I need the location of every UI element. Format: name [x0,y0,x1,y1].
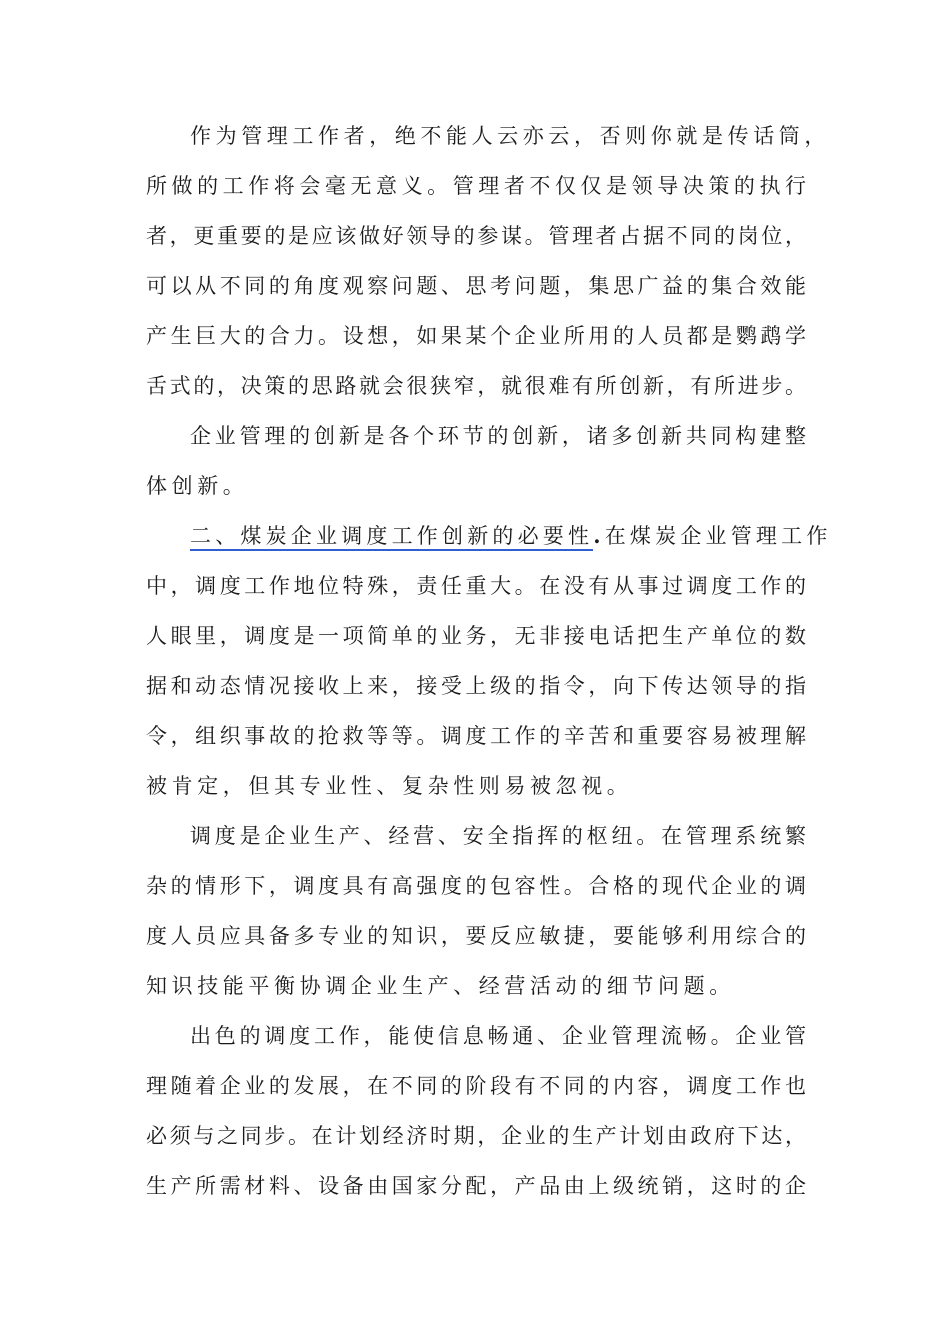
paragraph-line: 调度是企业生产、经营、安全指挥的枢纽。在管理系统繁 [190,824,806,848]
paragraph-line: 度人员应具备多专业的知识，要反应敏捷，要能够利用综合的 [146,924,806,948]
paragraph-line: 据和动态情况接收上来，接受上级的指令，向下传达领导的指 [146,674,806,698]
paragraph-line: 所做的工作将会毫无意义。管理者不仅仅是领导决策的执行 [146,174,806,198]
paragraph-line: 被肯定，但其专业性、复杂性则易被忽视。 [146,774,633,798]
paragraph-line: 作为管理工作者，绝不能人云亦云，否则你就是传话筒， [190,124,830,148]
paragraph-line: 出色的调度工作，能使信息畅通、企业管理流畅。企业管 [190,1024,806,1048]
section-heading-line [190,516,832,556]
heading-period: . [593,523,605,548]
paragraph-line: 中，调度工作地位特殊，责任重大。在没有从事过调度工作的 [146,574,806,598]
paragraph-line: 生产所需材料、设备由国家分配，产品由上级统销，这时的企 [146,1174,806,1198]
heading-continuation: 在煤炭企业管理工作 [604,524,832,548]
paragraph-line: 人眼里，调度是一项简单的业务，无非接电话把生产单位的数 [146,624,806,648]
paragraph-line: 者，更重要的是应该做好领导的参谋。管理者占据不同的岗位， [146,224,806,248]
section-heading-link[interactable]: 二、煤炭企业调度工作创新的必要性 [190,524,593,551]
paragraph-line: 杂的情形下，调度具有高强度的包容性。合格的现代企业的调 [146,874,806,898]
paragraph-line: 体创新。 [146,474,249,498]
paragraph-line: 企业管理的创新是各个环节的创新，诸多创新共同构建整 [190,424,806,448]
paragraph-line: 令，组织事故的抢救等等。调度工作的辛苦和重要容易被理解 [146,724,806,748]
paragraph-line: 可以从不同的角度观察问题、思考问题，集思广益的集合效能 [146,274,806,298]
paragraph-line: 理随着企业的发展，在不同的阶段有不同的内容，调度工作也 [146,1074,806,1098]
paragraph-line: 产生巨大的合力。设想，如果某个企业所用的人员都是鹦鹉学 [146,324,806,348]
paragraph-line: 舌式的，决策的思路就会很狭窄，就很难有所创新，有所进步。 [146,374,806,398]
paragraph-line: 知识技能平衡协调企业生产、经营活动的细节问题。 [146,974,735,998]
paragraph-line: 必须与之同步。在计划经济时期，企业的生产计划由政府下达， [146,1124,806,1148]
